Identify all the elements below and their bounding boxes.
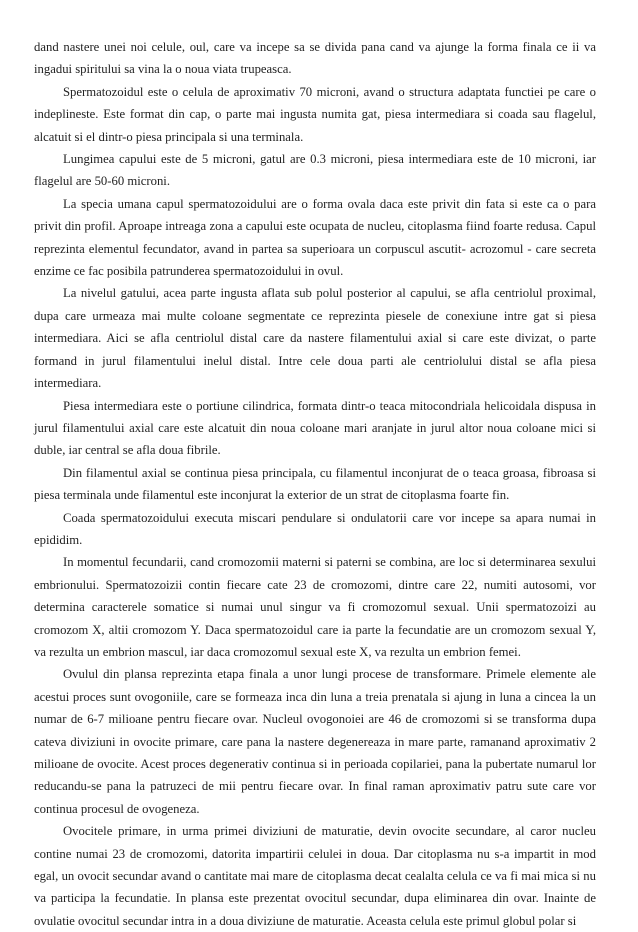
paragraph: Lungimea capului este de 5 microni, gatul are 0.3 microni, piesa intermediara este de 10 microni, iar flagelul are 50-60 microni. xyxy=(34,152,596,189)
paragraph: dand nastere unei noi celule, oul, care va incepe sa se divida pana cand va ajunge la forma finala ce ii va ingadui spiritului sa vina la o noua viata trupeasca. xyxy=(34,40,596,77)
paragraph: Ovocitele primare, in urma primei diviziuni de maturatie, devin ovocite secundare, al caror nucleu contine numai 23 de cromozomi, datorita impartirii celulei in doua. Dar citoplasma nu s-a impartit in mod egal, un ovocit secundar avand o cantitate mai mare de citoplasma decat cealalta celula ce va fi mai mica si nu va participa la fecundatie. In plansa este prezentat ovocitul secundar, dupa eliminarea din ovar. Inainte de ovulatie ovocitul secundar intra in a doua diviziune de maturatie. Aceasta celula este primul globul polar si xyxy=(34,824,596,928)
paragraph: Spermatozoidul este o celula de aproximativ 70 microni, avand o structura adaptata functiei pe care o indeplineste. Este format din cap, o parte mai ingusta numita gat, piesa intermediara si coada sau flagelul, alcatuit si el dintr-o piesa principala si una terminala. xyxy=(34,84,596,144)
paragraph: La specia umana capul spermatozoidului are o forma ovala daca este privit din fata si este ca o para privit din profil. Aproape intreaga zona a capului este ocupata de nucleu, citoplasma fiind foarte redusa. Capul reprezinta elementul fecundator, avand in partea sa superioara un corpuscul ascutit- acrozomul - care secreta enzime ce fac posibila patrunderea spermatozoidului in ovul. xyxy=(34,196,596,279)
paragraph: In momentul fecundarii, cand cromozomii materni si paterni se combina, are loc si determinarea sexului embrionului. Spermatozoizii contin fiecare cate 23 de cromozomi, dintre care 22, numiti autosomi, vor determina caracterele somatice si numai unul singur va fi cromozomul sexual. Unii spermatozoizi au cromozom X, altii cromozom Y. Daca spermatozoidul care ia parte la fecundatie are un cromozom sexual Y, va rezulta un embrion mascul, iar daca cromozomul sexual este X, va rezulta un embrion femei. xyxy=(34,555,596,659)
paragraph: La nivelul gatului, acea parte ingusta aflata sub polul posterior al capului, se afla centriolul proximal, dupa care urmeaza mai multe coloane segmentate ce reprezinta piesele de conexiune intre gat si piesa intermediara. Aici se afla centriolul distal care da nastere filamentului axial si care este divizat, o parte formand in jurul filamentului inelul distal. Intre cele doua parti ale centriolului distal se afla piesa intermediara. xyxy=(34,286,596,391)
paragraph: Piesa intermediara este o portiune cilindrica, formata dintr-o teaca mitocondriala helicoidala dispusa in jurul filamentului axial care este alcatuit din noua coloane mari aranjate in jurul altor noua coloane mici si duble, iar central se afla doua fibrile. xyxy=(34,398,596,458)
paragraph: Din filamentul axial se continua piesa principala, cu filamentul inconjurat de o teaca groasa, fibroasa si piesa terminala unde filamentul este inconjurat la exterior de un strat de citoplasma foarte fin. xyxy=(34,465,596,503)
paragraph: Ovulul din plansa reprezinta etapa finala a unor lungi procese de transformare. Primele elemente ale acestui proces sunt ovogoniile, care se formeaza inca din luna a treia prenatala si ajung in luna a cincea la un numar de 6-7 milioane pentru fiecare ovar. Nucleul ovogonoiei are 46 de cromozomi si se transforma dupa cateva diviziuni in ovocite primare, care pana la nastere degenereaza in mare parte, ramanand aproximativ 2 milioane de ovocite. Acest proces degenerativ continua si in perioada copilariei, pana la pubertate numarul lor reducandu-se pana la patruzeci de mii pentru fiecare ovar. In final raman aproximativ patru sute care vor continua procesul de ovogeneza. xyxy=(34,667,596,816)
paragraph: Coada spermatozoidului executa miscari pendulare si ondulatorii care vor incepe sa apara numai in epididim. xyxy=(34,510,596,547)
